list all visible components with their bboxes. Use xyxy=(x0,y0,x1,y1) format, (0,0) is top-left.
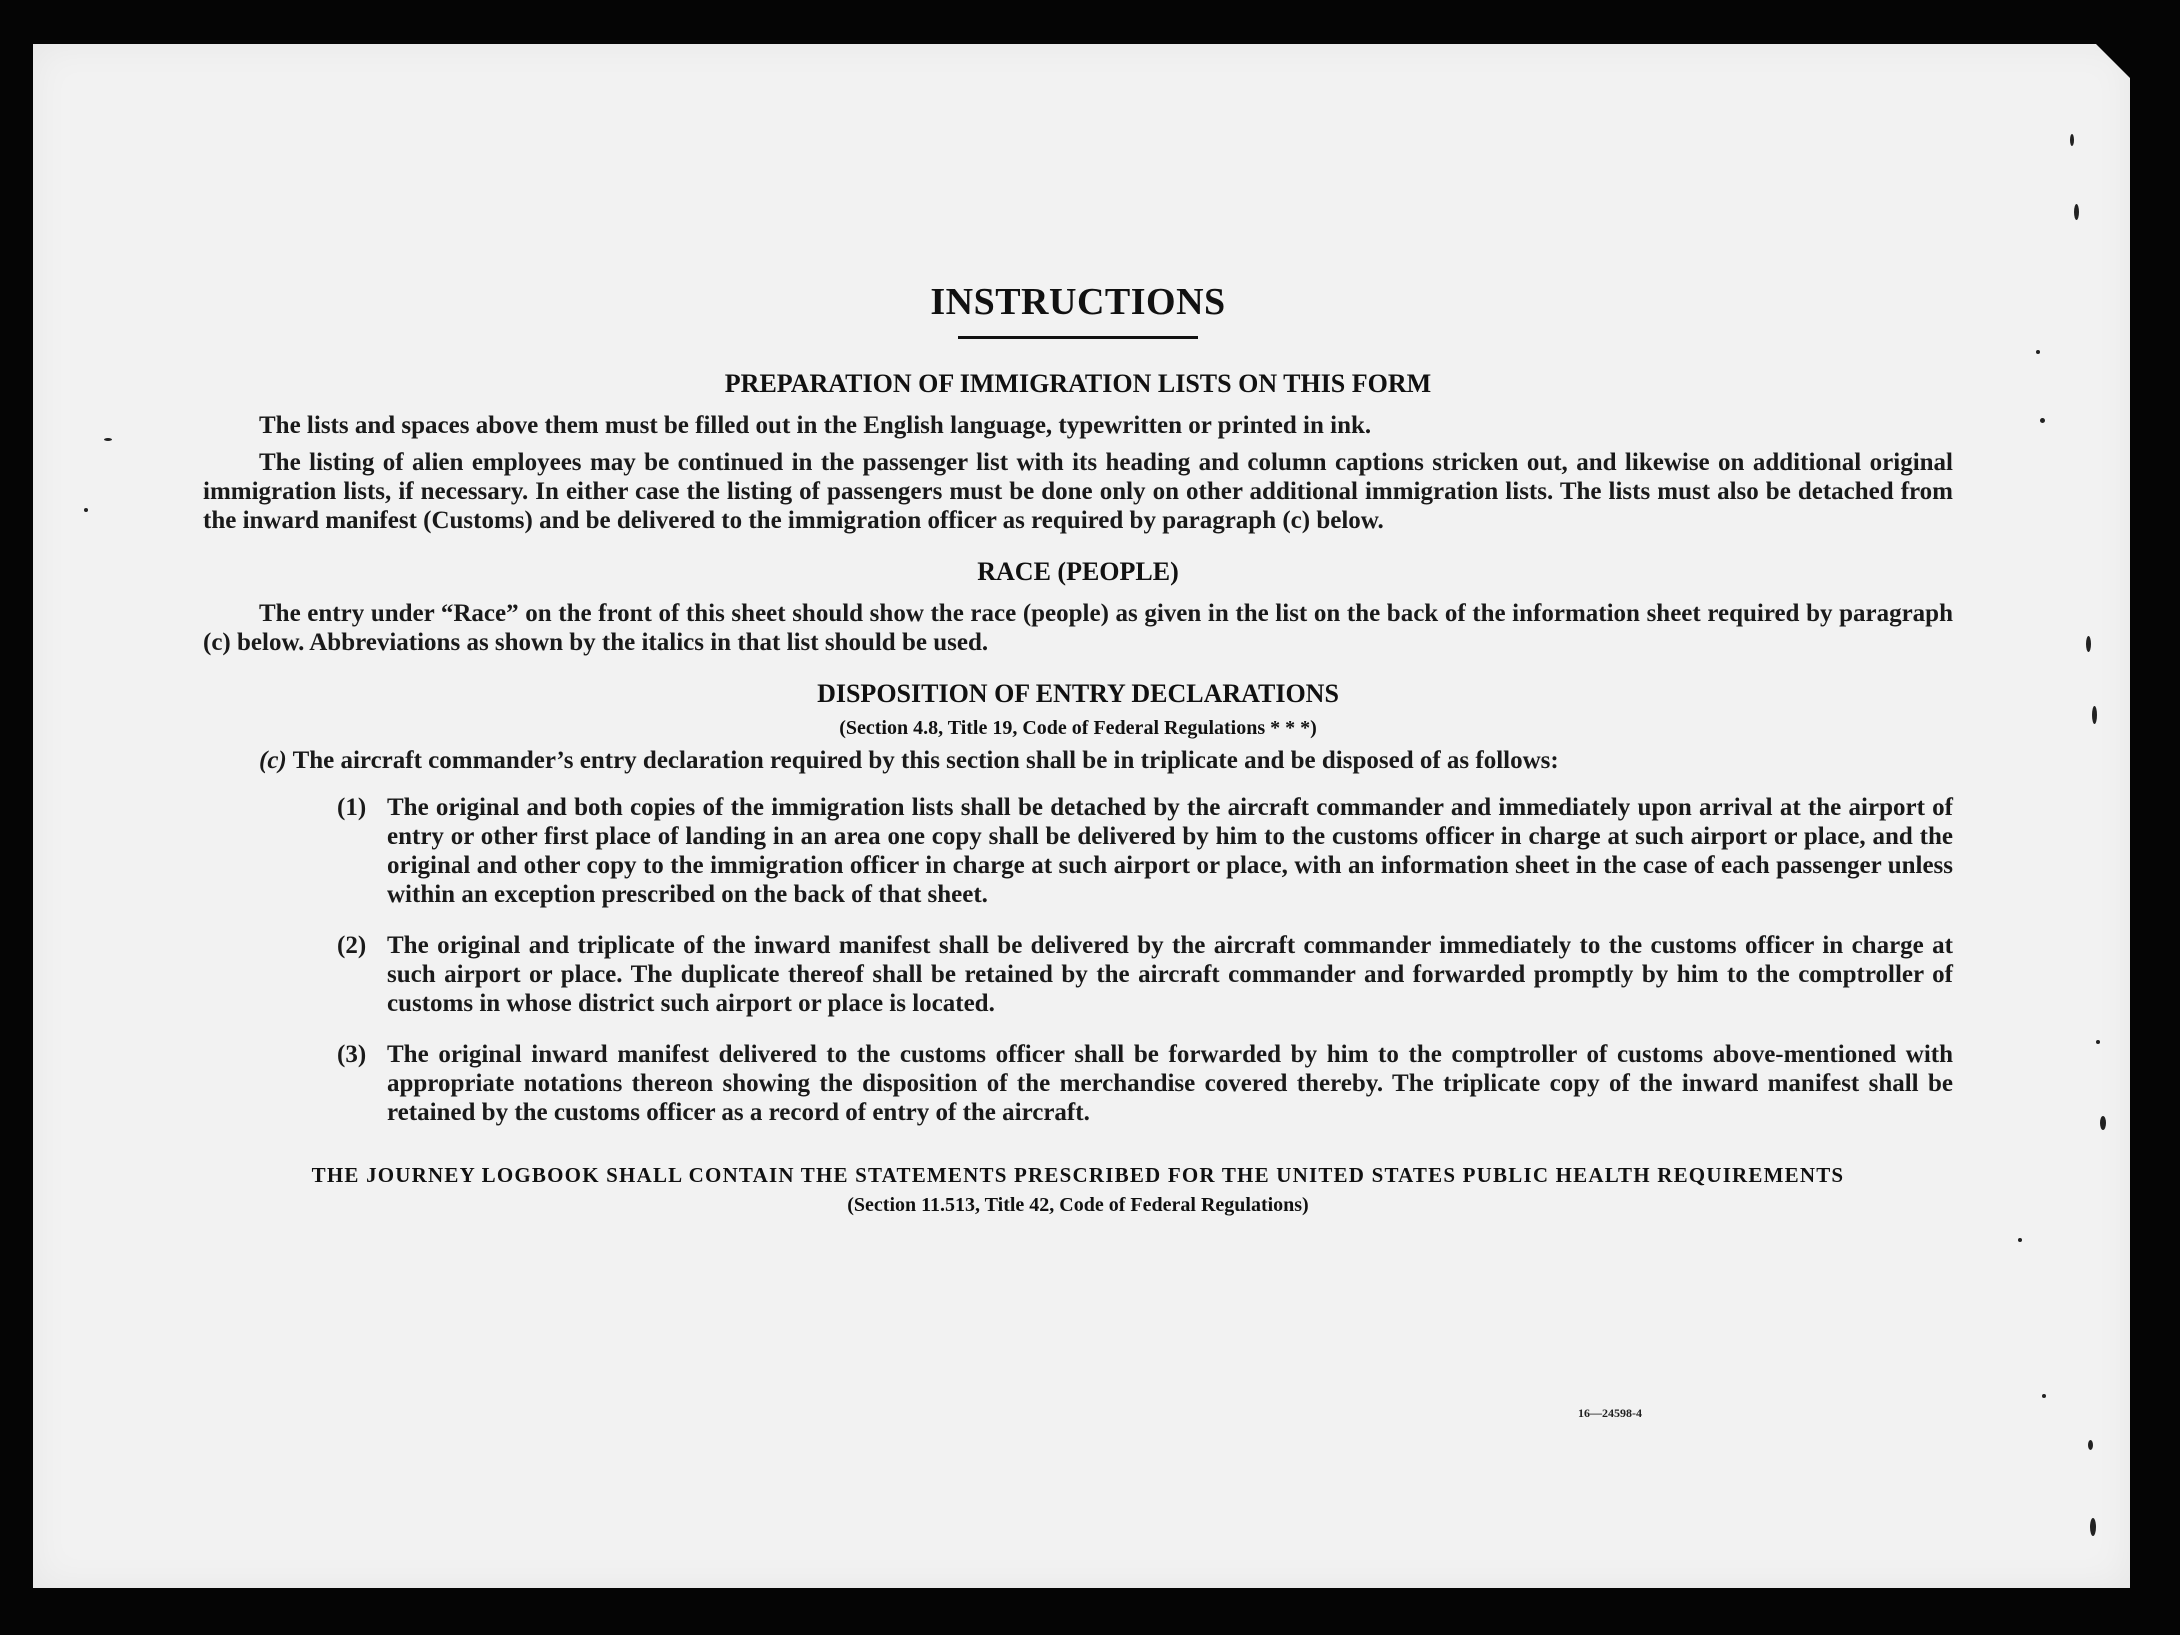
disposition-item-3 xyxy=(203,1040,1953,1127)
scan-speck xyxy=(2096,1040,2100,1044)
scan-speck xyxy=(2018,1238,2022,1242)
folded-corner xyxy=(2096,44,2130,78)
document-body xyxy=(203,280,1953,1217)
item-text: The original and both copies of the immigration lists shall be detached by the aircraft commander and immediately upon arrival at the airport of entry or other first place of landing in an area one copy shall be delivered by him to the customs officer in charge at such airport or place, and the original and other copy to the immigration officer in charge at such airport or place, with an information sheet in the case of each passenger unless within an exception prescribed on the back of that sheet. xyxy=(387,794,1953,908)
paragraph-c-text: The aircraft commander’s entry declaration required by this section shall be in triplicate and be disposed of as follows: xyxy=(292,747,1559,774)
scan-speck xyxy=(2092,706,2097,724)
scan-speck xyxy=(2040,418,2045,423)
preparation-paragraph-2: The listing of alien employees may be continued in the passenger list with its heading and column captions stricken out, and likewise on additional original immigration lists, if necessary. In either case the listing of passengers must be done only on other additional immigration lists. The lists must also be detached from the inward manifest (Customs) and be delivered to the immigration officer as required by paragraph (c) below. xyxy=(203,449,1953,534)
item-number: (2) xyxy=(337,932,367,959)
document-page xyxy=(33,44,2130,1588)
scan-speck xyxy=(2042,1394,2046,1398)
item-text: The original inward manifest delivered to the customs officer shall be forwarded by him to the comptroller of customs above-mentioned with appropriate notations thereon showing the disposition of the merchandise covered thereby. The triplicate copy of the inward manifest shall be retained by the customs officer as a record of entry of the aircraft. xyxy=(387,1041,1953,1126)
scan-speck xyxy=(2074,204,2079,220)
item-number: (3) xyxy=(337,1041,367,1068)
scan-speck xyxy=(2086,636,2091,652)
race-paragraph: The entry under “Race” on the front of this sheet should show the race (people) as given in the list on the back of the information sheet required by paragraph (c) below. Abbreviations as shown by the italics in that list should be used. xyxy=(203,600,1953,656)
preparation-heading: PREPARATION OF IMMIGRATION LISTS ON THIS FORM xyxy=(724,369,1432,398)
health-citation: (Section 11.513, Title 42, Code of Federal Regulations) xyxy=(847,1194,1309,1216)
scan-speck xyxy=(104,438,112,441)
paragraph-c-mark: (c) xyxy=(259,747,287,774)
disposition-citation: (Section 4.8, Title 19, Code of Federal Regulations * * *) xyxy=(839,717,1317,739)
scan-speck xyxy=(84,508,88,512)
preparation-paragraph-1: The lists and spaces above them must be filled out in the English language, typewritten or printed in ink. xyxy=(259,412,1372,439)
scan-speck xyxy=(2088,1440,2093,1450)
scan-speck xyxy=(2100,1116,2106,1130)
form-number: 16—24598-4 xyxy=(1578,1406,1642,1420)
race-heading: RACE (PEOPLE) xyxy=(977,557,1179,586)
scan-speck xyxy=(2036,350,2040,354)
document-title: INSTRUCTIONS xyxy=(930,281,1226,323)
paragraph-c xyxy=(259,746,1953,775)
disposition-heading: DISPOSITION OF ENTRY DECLARATIONS xyxy=(817,679,1339,708)
scan-speck xyxy=(2090,1518,2096,1536)
disposition-item-1 xyxy=(203,793,1953,909)
disposition-item-2 xyxy=(203,931,1953,1018)
item-text: The original and triplicate of the inward manifest shall be delivered by the aircraft commander immediately to the customs officer in charge at such airport or place. The duplicate thereof shall be retained by the aircraft commander and forwarded promptly by him to the comptroller of customs in whose district such airport or place is located. xyxy=(387,932,1953,1017)
item-number: (1) xyxy=(337,794,367,821)
health-statement: THE JOURNEY LOGBOOK SHALL CONTAIN THE STATEMENTS PRESCRIBED FOR THE UNITED STATES PUBLIC HEALTH REQUIREMENTS xyxy=(311,1163,1845,1187)
title-underline xyxy=(958,336,1198,339)
scan-speck xyxy=(2070,134,2074,146)
